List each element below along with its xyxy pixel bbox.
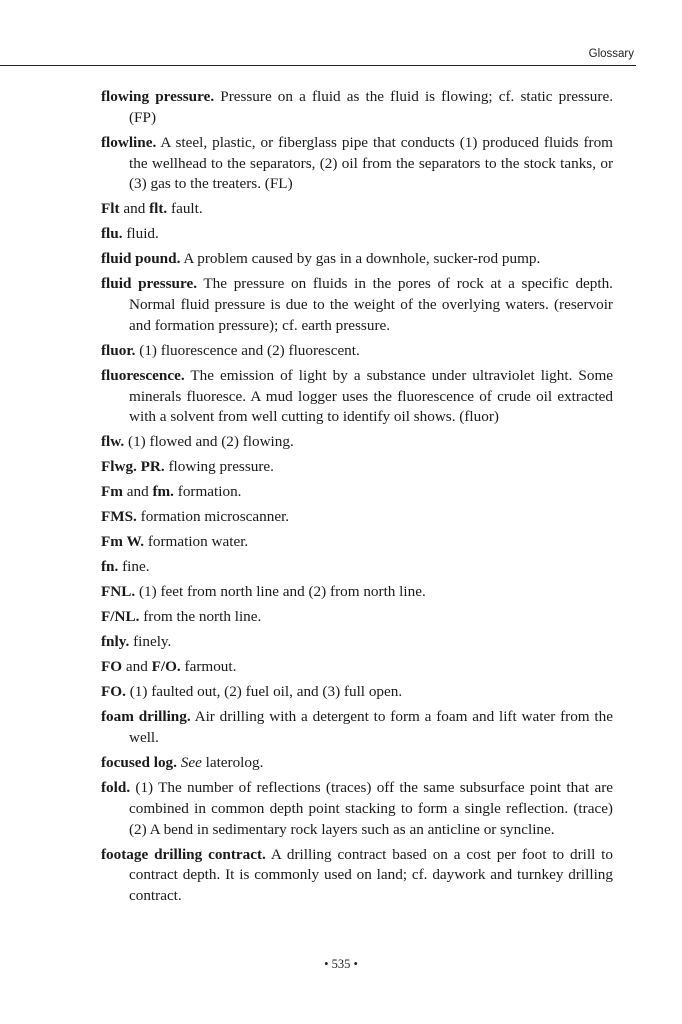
entry-definition: fine. [118, 558, 150, 576]
glossary-entry [101, 274, 613, 336]
glossary-entry [101, 632, 613, 653]
glossary-entry [101, 557, 613, 578]
entry-definition: formation. [173, 483, 242, 501]
entry-term: Fm [101, 483, 123, 501]
entry-term: foam drilling. [101, 708, 191, 726]
entry-definition: formation microscanner. [136, 508, 290, 526]
entry-term: FMS. [101, 508, 137, 526]
entry-definition: from the north line. [139, 608, 262, 626]
entry-connector: and [119, 200, 150, 218]
entry-term: flw. [101, 433, 125, 451]
entry-term: flu. [101, 225, 123, 243]
entry-connector: and [122, 658, 152, 676]
running-header: Glossary [588, 48, 634, 60]
header-rule [0, 65, 636, 66]
entry-definition: (1) fluorescence and (2) fluorescent. [135, 341, 360, 359]
entry-definition: The emission of light by a substance under ultraviolet light. Some minerals fluoresce. A mud logger uses the fluorescence of crude oil extracted with a solvent from well cutting to identify oil shows. (fluor) [129, 366, 613, 426]
glossary-entry [101, 249, 613, 270]
entry-definition: The pressure on fluids in the pores of rock at a specific depth. Normal fluid pressure is due to the weight of the overlying waters. (reservoir and formation pressure); cf. earth pressure. [129, 275, 613, 334]
entry-definition: finely. [129, 633, 172, 651]
entry-term: fnly. [101, 633, 130, 651]
entry-definition: Air drilling with a detergent to form a foam and lift water from the well. [129, 708, 613, 747]
glossary-entry [101, 753, 613, 774]
glossary-entry [101, 432, 613, 453]
entry-term: footage drilling contract. [101, 845, 266, 863]
entry-definition: Pressure on a fluid as the fluid is flowing; cf. static pressure. (FP) [129, 88, 613, 126]
entry-definition: A problem caused by gas in a downhole, sucker-rod pump. [180, 250, 541, 268]
glossary-entry [101, 133, 613, 195]
glossary-entry [101, 582, 613, 603]
glossary-entry [101, 778, 613, 840]
entry-definition: (1) The number of reflections (traces) off the same subsurface point that are combined in common depth point stacking to form a single reflection. (trace) (2) A bend in sedimentary rock layers such as an anticline or syncline. [129, 779, 613, 838]
entry-term: fluid pound. [101, 250, 181, 268]
entry-definition: A drilling contract based on a cost per foot to drill to contract depth. It is commonly used on land; cf. daywork and turnkey drilling contract. [129, 845, 614, 905]
glossary-entry [101, 682, 613, 703]
glossary-entry [101, 224, 613, 245]
entry-definition: (1) feet from north line and (2) from north line. [135, 583, 426, 601]
glossary-entry [101, 657, 613, 678]
entry-term-alt: F/O. [151, 658, 181, 676]
entry-term: focused log. [101, 754, 177, 772]
entry-definition: fault. [167, 200, 203, 218]
entry-term: fluor. [101, 341, 136, 359]
entry-term: fold. [101, 779, 131, 797]
entry-term: Fm W. [101, 533, 145, 551]
glossary-entry [101, 87, 613, 129]
glossary-entry [101, 341, 613, 362]
entry-connector: and [122, 483, 153, 501]
entry-term: flowing pressure. [101, 88, 215, 105]
entry-term: Flt [101, 200, 120, 218]
entry-term: F/NL. [101, 608, 140, 626]
entry-term: fluorescence. [101, 366, 185, 384]
glossary-entry [101, 366, 613, 428]
entry-term: fluid pressure. [101, 275, 197, 293]
glossary-entry [101, 707, 613, 749]
entry-definition: formation water. [144, 533, 249, 551]
entry-definition: (1) flowed and (2) flowing. [124, 433, 294, 451]
entry-term: Flwg. PR. [101, 458, 165, 476]
entry-definition: laterolog. [201, 754, 264, 772]
glossary-entry [101, 845, 613, 907]
entry-definition: (1) faulted out, (2) fuel oil, and (3) full open. [125, 683, 403, 701]
glossary-entry [101, 532, 613, 553]
entry-definition: farmout. [180, 658, 237, 676]
entry-definition: flowing pressure. [164, 458, 274, 476]
entry-term: fn. [101, 558, 119, 576]
glossary-entry [101, 199, 613, 220]
glossary-entries [101, 87, 613, 911]
entry-see-reference: See [176, 754, 202, 772]
page-number: • 535 • [324, 957, 358, 971]
glossary-entry [101, 457, 613, 478]
entry-term-alt: fm. [152, 483, 174, 501]
glossary-entry [101, 607, 613, 628]
glossary-entry [101, 507, 613, 528]
entry-term: flowline. [101, 133, 157, 151]
glossary-entry [101, 482, 613, 503]
entry-definition: A steel, plastic, or fiberglass pipe that conducts (1) produced fluids from the wellhead to the separators, (2) oil from the separators to the stock tanks, or (3) gas to the treaters. (FL) [129, 133, 613, 193]
entry-definition: fluid. [122, 225, 159, 243]
entry-term: FO [101, 658, 123, 676]
entry-term: FNL. [101, 583, 136, 601]
entry-term-alt: flt. [149, 200, 168, 218]
entry-term: FO. [101, 683, 126, 701]
